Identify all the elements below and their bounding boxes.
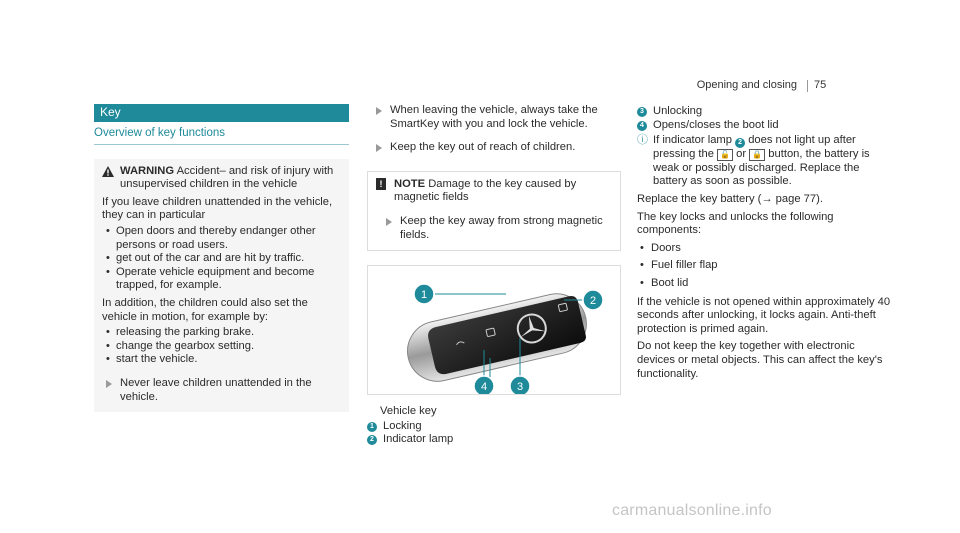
column-3: [637, 104, 894, 381]
warning-intro: If you leave children unattended in the vehicle, they can in particular: [102, 195, 333, 222]
list-item: • change the gearbox setting.: [102, 340, 341, 354]
warning-addition: In addition, the children could also set the vehicle in motion, for example by:: [102, 296, 308, 323]
components-list: [637, 242, 894, 291]
note-title-text: Damage to the key caused by magnetic fields: [394, 177, 577, 204]
instruction-arrow-icon: [106, 380, 112, 388]
callout-label: 3: [516, 381, 524, 394]
callout-label: 4: [480, 381, 488, 394]
instruction-arrow-icon: [386, 218, 392, 226]
callout-number: 3: [637, 107, 647, 117]
warning-instruction: Never leave children unattended in the vehicle.: [102, 377, 341, 404]
key-legend-continued: [637, 105, 894, 132]
note-label: NOTE: [394, 177, 426, 190]
note-box: [367, 171, 621, 251]
column-2: [367, 104, 621, 447]
key-legend: [367, 420, 621, 447]
list-item: • get out of the car and are hit by traffic.: [102, 252, 341, 266]
callout-label: 1: [420, 289, 428, 302]
running-header: [697, 79, 808, 93]
interference-paragraph: Do not keep the key together with electronic devices or metal objects. This can affect the key's functionality.: [637, 340, 883, 380]
callout-number: 1: [367, 422, 377, 432]
image-caption: Vehicle key: [380, 405, 437, 418]
warning-bullets-2: [102, 326, 341, 367]
warning-box: [94, 159, 349, 413]
auto-lock-paragraph: If the vehicle is not opened within approximately 40 seconds after unlocking, it locks again. Anti-theft protection is primed again.: [637, 295, 891, 335]
column-1: [94, 104, 349, 412]
instruction-arrow-icon: [376, 107, 382, 115]
callout-label: 2: [589, 295, 597, 308]
info-icon: ⓘ: [637, 134, 648, 147]
callout-number: 4: [637, 121, 647, 131]
lock-icon: 🔒: [749, 149, 765, 161]
key-illustration: [368, 266, 621, 395]
list-item: • releasing the parking brake.: [102, 326, 341, 340]
note-instruction: Keep the key away from strong magnetic fields.: [376, 215, 612, 242]
warning-title-text: Accident– and risk of injury with unsupervised children in the vehicle: [120, 164, 334, 191]
section-title: Key: [94, 104, 349, 122]
list-item: • Fuel filler flap: [637, 259, 894, 273]
warning-label: WARNING: [120, 164, 175, 177]
warning-triangle-icon: [102, 166, 114, 177]
callout-number: 2: [367, 435, 377, 445]
info-note: ⓘ If indicator lamp 2 does not light up after pressing the 🔓 or 🔒 button, the battery is weak or possibly discharged. Replace the battery as soon as possible.: [637, 134, 870, 188]
page-number: 75: [814, 79, 827, 91]
header-divider: [807, 80, 808, 92]
watermark: carmanualsonline.info: [612, 502, 772, 519]
vehicle-key-image: [367, 265, 621, 395]
instruction-arrow-icon: [376, 144, 382, 152]
list-item: • Doors: [637, 242, 894, 256]
list-item: 2 Indicator lamp: [367, 433, 621, 447]
header-section: Opening and closing: [696, 79, 797, 91]
locks-intro: The key locks and unlocks the following components:: [637, 210, 834, 237]
list-item: • Boot lid: [637, 277, 894, 291]
list-item: • Operate vehicle equipment and become trapped, for example.: [102, 266, 341, 293]
callout-number: 2: [735, 138, 745, 148]
note-title: [376, 178, 612, 205]
subheading: Overview of key functions: [94, 127, 349, 145]
warning-bullets: [102, 225, 341, 293]
replace-battery-text: Replace the key battery (→ page 77).: [637, 192, 823, 205]
list-item: • start the vehicle.: [102, 353, 341, 367]
warning-title: [102, 165, 341, 192]
warning-body: [102, 196, 341, 404]
note-exclamation-icon: !: [376, 178, 386, 190]
list-item: 4 Opens/closes the boot lid: [637, 119, 894, 133]
list-item: • Open doors and thereby endanger other persons or road users.: [102, 225, 341, 252]
list-item: 1 Locking: [367, 420, 621, 434]
instruction-item: When leaving the vehicle, always take the SmartKey with you and lock the vehicle.: [367, 104, 621, 131]
unlock-icon: 🔓: [717, 149, 733, 161]
instruction-item: Keep the key out of reach of children.: [367, 141, 621, 155]
list-item: 3 Unlocking: [637, 105, 894, 119]
